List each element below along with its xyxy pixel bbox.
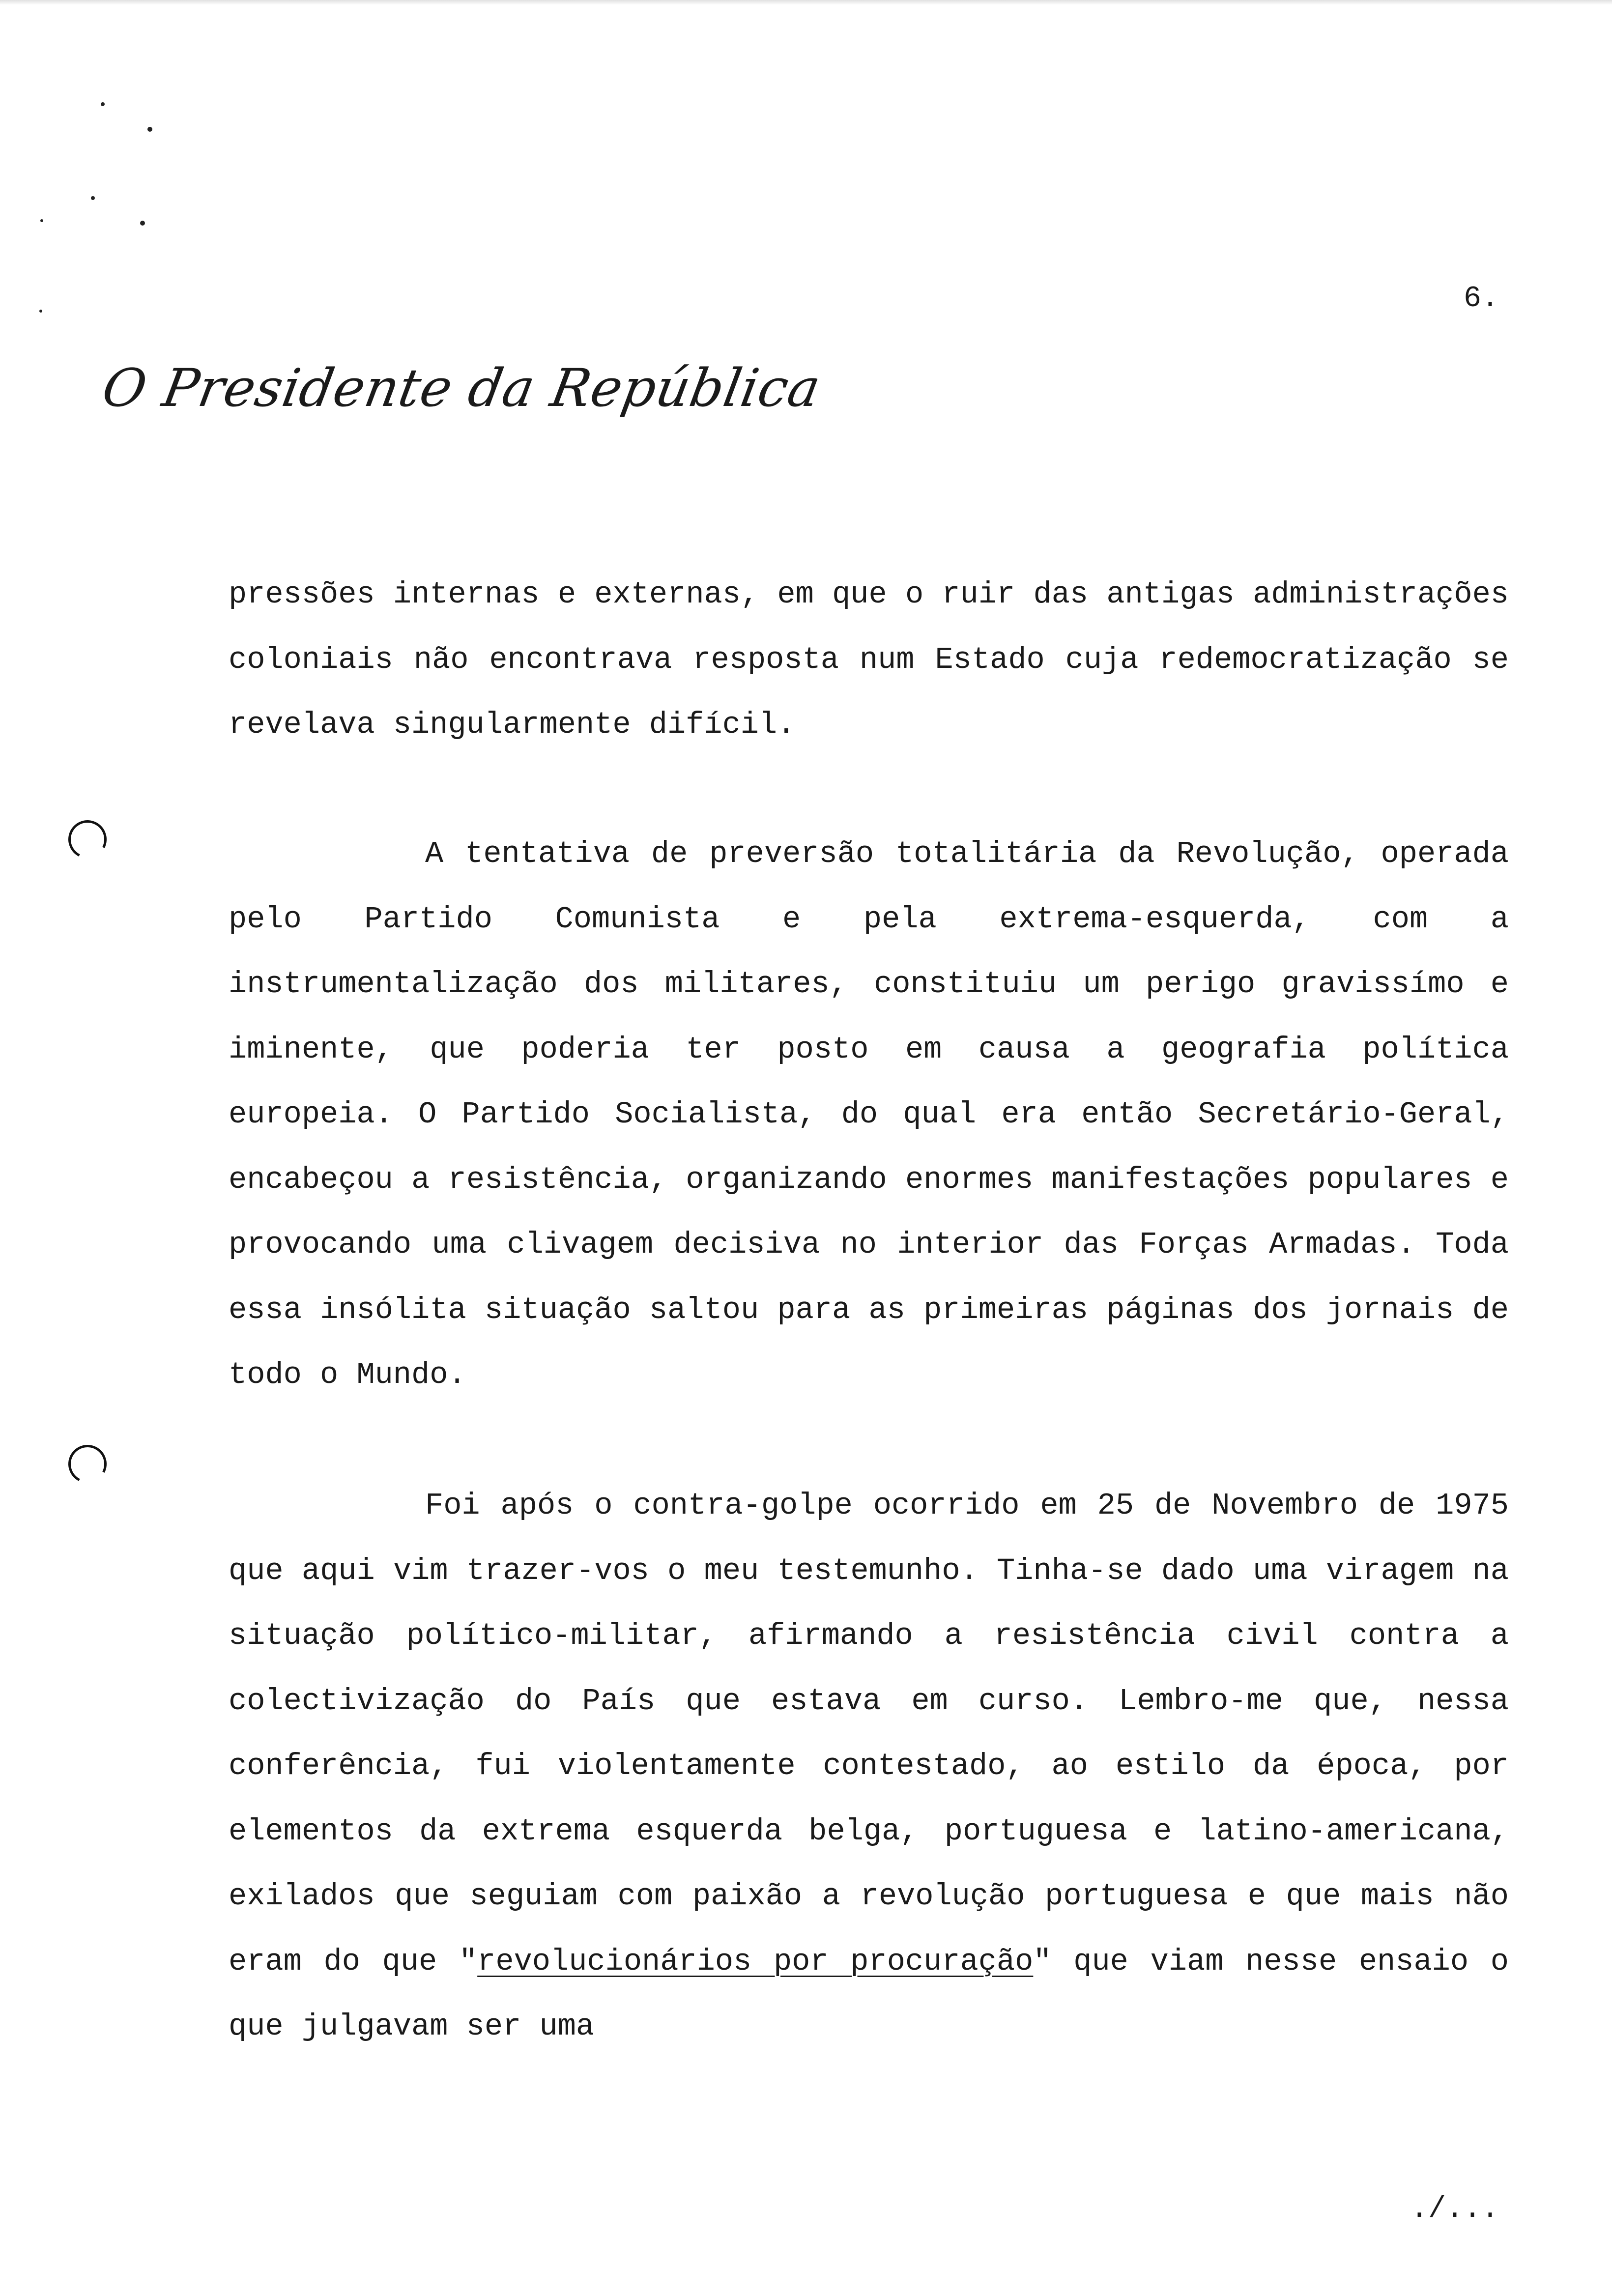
scan-speck <box>147 127 152 132</box>
paragraph-1-text: pressões internas e externas, em que o ruir das antigas administrações coloniais não encontrava resposta num Estado cuja redemocratização se revelava singularmente difícil. <box>229 577 1509 742</box>
binder-hole-top <box>63 815 112 863</box>
paragraph-3-text-start: Foi após o contra-golpe ocorrido em 25 de Novembro de 1975 que aqui vim trazer-vos o meu testemunho. Tinha-se dado uma viragem na situação político-militar, afirmando a resistência civil contra a colectivização do País que estava em curso. Lembro-me que, nessa conferência, fui violentamente contestado, ao estilo da época, por elementos da extrema esquerda belga, portuguesa e latino-americana, exilados que seguiam com paixão a revolução portuguesa e que mais não eram do que " <box>229 1488 1509 1979</box>
scan-top-edge <box>0 0 1612 5</box>
paragraph-3-text-end: " que viam nesse ensaio o que julgavam ser uma <box>229 1944 1509 2044</box>
paragraph-3 <box>229 1473 1509 2060</box>
scan-speck <box>91 196 95 200</box>
underlined-phrase: revolucionários por procuração <box>477 1944 1034 1979</box>
binder-hole-bottom <box>63 1440 112 1488</box>
scan-speck <box>39 310 42 313</box>
page-number: 6. <box>1463 282 1499 316</box>
continuation-mark: ./... <box>1410 2193 1499 2226</box>
paragraph-3-text <box>229 1473 1509 2060</box>
paragraph-2-text: A tentativa de preversão totalitária da Revolução, operada pelo Partido Comunista e pela extrema-esquerda, com a instrumentalização dos militares, constituiu um perigo gravissímo e iminente, que poderia ter posto em causa a geografia política europeia. O Partido Socialista, do qual era então Secretário-Geral, encabeçou a resistência, organizando enormes manifestações populares e provocando uma clivagem decisiva no interior das Forças Armadas. Toda essa insólita situação saltou para as primeiras páginas dos jornais de todo o Mundo. <box>229 836 1509 1392</box>
scan-speck <box>40 219 43 222</box>
scan-speck <box>140 221 145 226</box>
paragraph-1 <box>229 562 1509 758</box>
scan-speck <box>101 102 105 106</box>
paragraph-2 <box>229 822 1509 1408</box>
presidential-letterhead: O Presidente da República <box>98 358 826 418</box>
